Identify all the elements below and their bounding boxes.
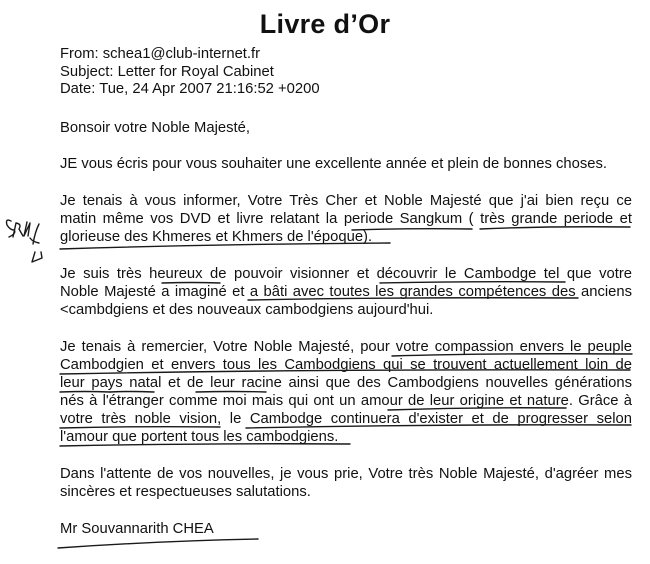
email-date: Date: Tue, 24 Apr 2007 21:16:52 +0200: [60, 81, 320, 97]
page-title: Livre d’Or: [259, 9, 391, 39]
paragraph-2-line: glorieuse des Khmeres et Khmers de l'époque).: [60, 229, 373, 245]
paragraph-4-line: leur pays natal et de leur racine ainsi que des Cambodgiens nouvelles générations: [60, 375, 632, 391]
paragraph-5-line: sincères et respectueuses salutations.: [60, 484, 311, 500]
paragraph-3-line: <cambdgiens et des nouveaux cambodgiens aujourd'hui.: [60, 302, 434, 318]
paragraph-2-line: matin même vos DVD et livre relatant la periode Sangkum ( très grande periode et: [60, 211, 632, 227]
paragraph-2-line: Je tenais à vous informer, Votre Très Cher et Noble Majesté que j'ai bien reçu ce: [60, 193, 632, 209]
greeting: Bonsoir votre Noble Majesté,: [60, 120, 250, 136]
paragraph-4-line: votre très noble vision, le Cambodge continuera d'exister et de progresser selon: [60, 411, 632, 427]
email-subject: Subject: Letter for Royal Cabinet: [60, 64, 274, 80]
paragraph-4-line: Cambodgien et envers tous les Cambodgiens qui se trouvent actuellement loin de: [60, 357, 632, 373]
underline-mark: [58, 539, 258, 548]
margin-initials-text: SRN: [8, 236, 11, 237]
paragraph-4-line: l'amour que portent tous les cambodgiens.: [60, 429, 339, 445]
paragraph-5-line: Dans l'attente de vos nouvelles, je vous prie, Votre très Noble Majesté, d'agréer mes: [60, 466, 632, 482]
paragraph-1: JE vous écris pour vous souhaiter une excellente année et plein de bonnes choses.: [60, 156, 608, 172]
margin-initials-mark: [7, 220, 43, 262]
paragraph-3-line: Je suis très heureux de pouvoir visionner et découvrir le Cambodge tel que votre: [60, 266, 632, 282]
email-from: From: schea1@club-internet.fr: [60, 46, 261, 62]
paragraph-3-line: Noble Majesté a imaginé et a bâti avec toutes les grandes compétences des anciens: [60, 284, 632, 300]
paragraph-4-line: Je tenais à remercier, Votre Noble Majesté, pour votre compassion envers le peuple: [60, 339, 632, 355]
signature: Mr Souvannarith CHEA: [60, 521, 214, 537]
paragraph-4-line: nés à l'étranger comme moi mais qui ont un amour de leur origine et nature. Grâce à: [60, 393, 632, 409]
